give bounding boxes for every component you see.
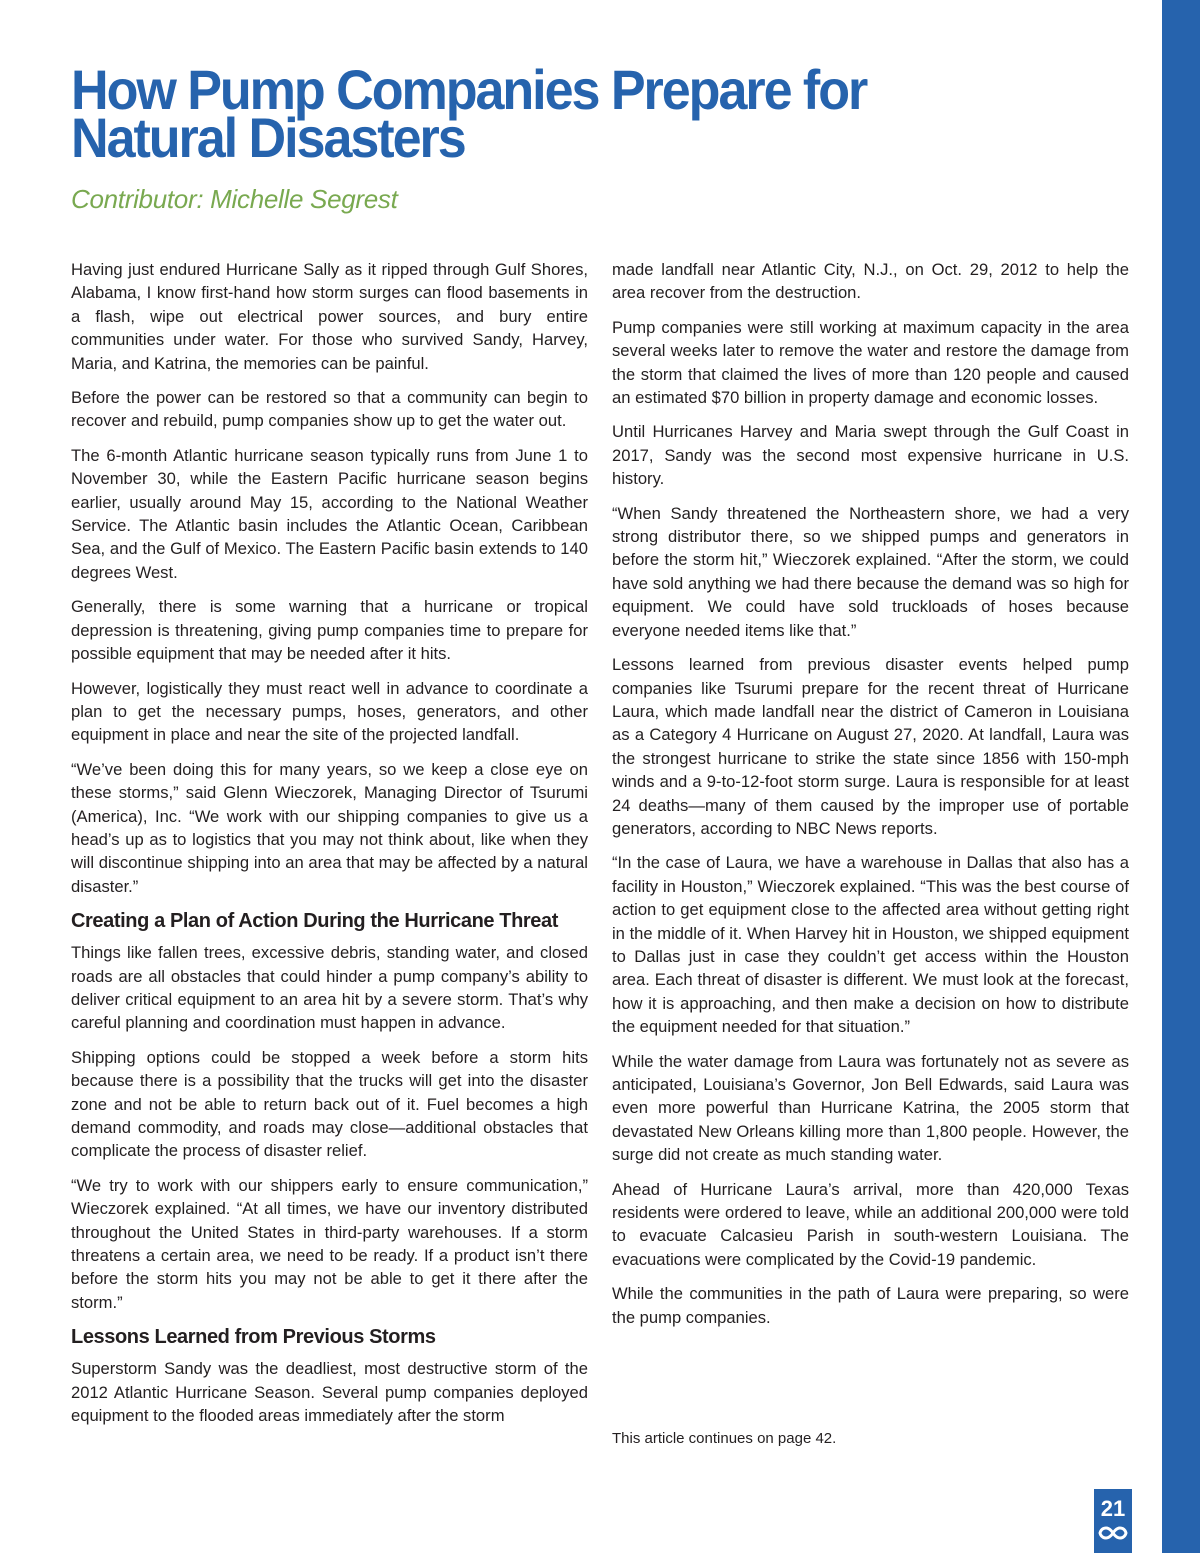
paragraph: Until Hurricanes Harvey and Maria swept through the Gulf Coast in 2017, Sandy was the second most expensive hurricane in U.S. history. [612,422,1129,489]
side-color-bar [1162,0,1200,1553]
continuation-note: This article continues on page 42. [612,1430,837,1447]
paragraph: Lessons learned from previous disaster events helped pump companies like Tsurumi prepare for the recent threat of Hurricane Laura, which made landfall near the district of Cameron in Louisiana as a Category 4 Hurricane on August 27, 2020. At landfall, Laura was the strongest hurricane to strike the state since 1856 with 150-mph winds and a 9-to-12-foot storm surge. Laura is responsible for at least 24 deaths—many of them caused by the improper use of portable generators, according to NBC News reports. [612,655,1129,838]
paragraph: Before the power can be restored so that a community can begin to recover and rebuild, pump companies show up to get the water out. [71,388,588,431]
paragraph: While the water damage from Laura was fortunately not as severe as anticipated, Louisiana’s Governor, Jon Bell Edwards, said Laura was even more powerful than Hurricane Katrina, the 2005 storm that devastated New Orleans killing more than 1,800 people. However, the surge did not create as much standing water. [612,1051,1129,1165]
paragraph: “We’ve been doing this for many years, so we keep a close eye on these storms,” said Glenn Wieczorek, Managing Director of Tsurumi (America), Inc. “We work with our shipping companies to give us a head’s up as to logistics that you may not think about, like when they will discontinue shipping into an area that may be affected by a natural disaster.” [71,759,588,896]
paragraph: However, logistically they must react well in advance to coordinate a plan to get the necessary pumps, hoses, generators, and other equipment in place and near the site of the projected landfall. [71,678,588,745]
page-number-badge [1094,1489,1132,1553]
paragraph: Things like fallen trees, excessive debris, standing water, and closed roads are all obstacles that could hinder a pump company’s ability to deliver critical equipment to an area hit by a severe storm. That’s why careful planning and coordination must happen in advance. [71,943,588,1033]
paragraph: While the communities in the path of Laura were preparing, so were the pump companies. [612,1284,1129,1327]
right-column [612,258,1129,1340]
paragraph: Pump companies were still working at maximum capacity in the area several weeks later to remove the water and restore the damage from the storm that claimed the lives of more than 120 people and caused an estimated $70 billion in property damage and economic losses. [612,317,1129,408]
section-heading: Creating a Plan of Action During the Hurricane Threat [71,910,559,933]
paragraph: “We try to work with our shippers early to ensure communication,” Wieczorek explained. “At all times, we have our inventory distributed throughout the United States in third-party warehouses. If a storm threatens a certain area, we need to be ready. If a product isn’t there before the storm hits you may not be able to get it there after the storm.” [71,1175,588,1312]
contributor-byline: Contributor: Michelle Segrest [71,184,398,214]
infinity-loop-icon [1098,1525,1128,1541]
section-heading: Lessons Learned from Previous Storms [71,1326,436,1349]
paragraph: Ahead of Hurricane Laura’s arrival, more than 420,000 Texas residents were ordered to leave, while an additional 200,000 were told to evacuate Calcasieu Parish in south-western Louisiana. The evacuations were complicated by the Covid-19 pandemic. [612,1179,1129,1269]
paragraph: Generally, there is some warning that a hurricane or tropical depression is threatening, giving pump companies time to prepare for possible equipment that may be needed after it hits. [71,597,588,664]
paragraph: “In the case of Laura, we have a warehouse in Dallas that also has a facility in Houston,” Wieczorek explained. “This was the best course of action to get equipment close to the affected area without getting right in the middle of it. When Harvey hit in Houston, we shipped equipment to Dallas just in case they couldn’t get access within the Houston area. Each threat of disaster is different. We must look at the forecast, how it is approaching, and then make a decision on how to distribute the equipment needed for that situation.” [612,853,1129,1037]
left-column [71,258,588,1438]
paragraph: Having just endured Hurricane Sally as it ripped through Gulf Shores, Alabama, I know first-hand how storm surges can flood basements in a flash, wipe out electrical power sources, and bury entire communities under water. For those who survived Sandy, Harvey, Maria, and Katrina, the memories can be painful. [71,260,588,373]
page-title: How Pump Companies Prepare for Natural Disasters [71,58,867,169]
paragraph: Shipping options could be stopped a week before a storm hits because there is a possibility that the trucks will get into the disaster zone and not be able to return back out of it. Fuel becomes a high demand commodity, and roads may close—additional obstacles that complicate the process of disaster relief. [71,1047,588,1161]
paragraph: made landfall near Atlantic City, N.J., on Oct. 29, 2012 to help the area recover from the destruction. [612,260,1129,303]
page-number: 21 [1100,1496,1126,1521]
paragraph: “When Sandy threatened the Northeastern shore, we had a very strong distributor there, so we shipped pumps and generators in before the storm hit,” Wieczorek explained. “After the storm, we could have sold anything we had there because the demand was so high for equipment. We could have sold truckloads of hoses because everyone needed items like that.” [612,503,1129,640]
paragraph: The 6-month Atlantic hurricane season typically runs from June 1 to November 30, while the Eastern Pacific hurricane season begins earlier, usually around May 15, according to the National Weather Service. The Atlantic basin includes the Atlantic Ocean, Caribbean Sea, and the Gulf of Mexico. The Eastern Pacific basin extends to 140 degrees West. [71,445,588,582]
paragraph: Superstorm Sandy was the deadliest, most destructive storm of the 2012 Atlantic Hurricane Season. Several pump companies deployed equipment to the flooded areas immediately after the storm [71,1359,588,1426]
